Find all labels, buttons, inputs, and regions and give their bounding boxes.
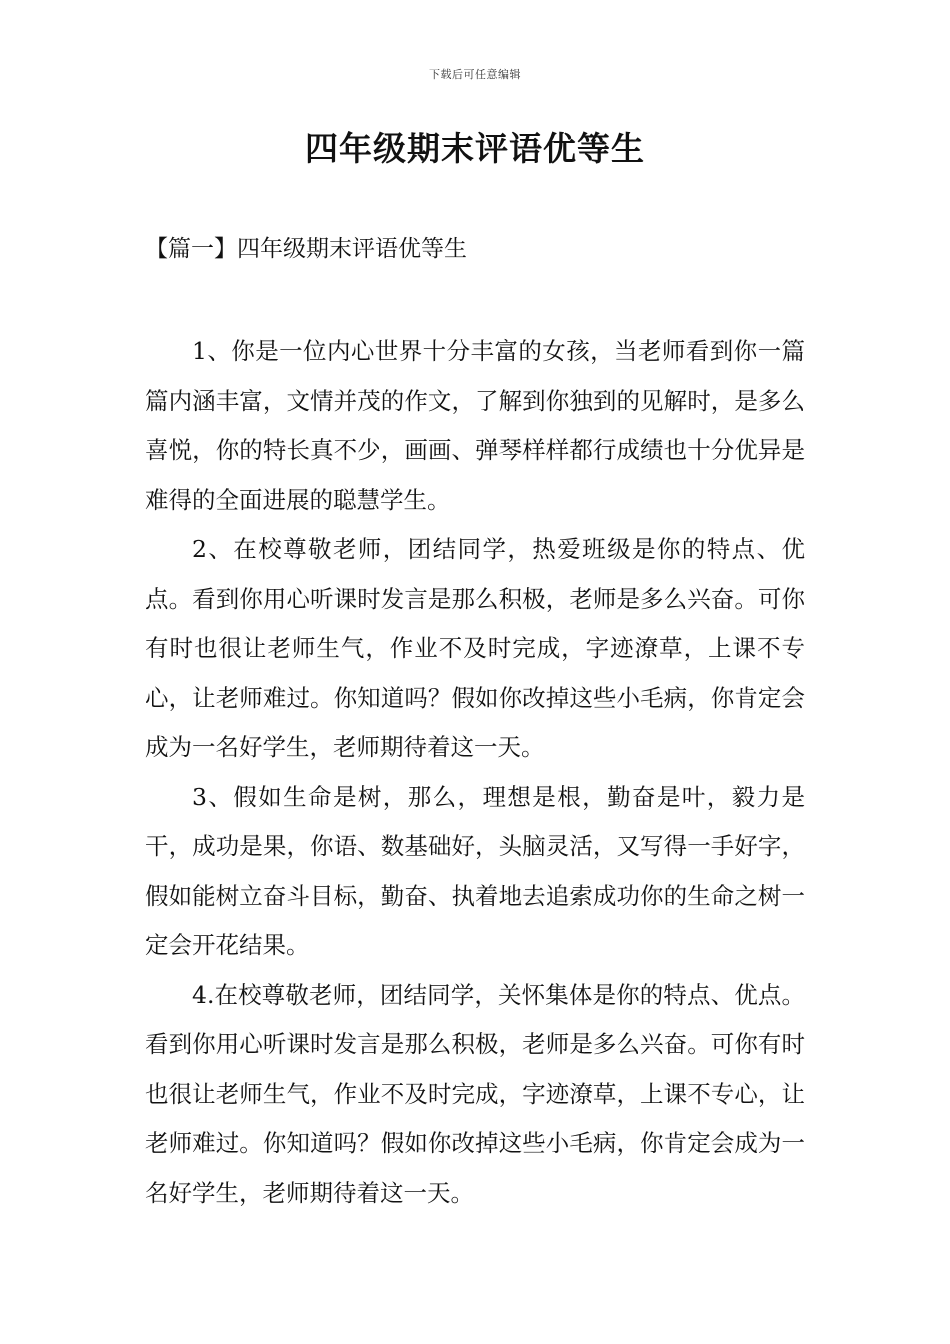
download-note: 下载后可任意编辑 <box>429 68 521 81</box>
document-body <box>145 327 805 1218</box>
section-heading: 【篇一】四年级期末评语优等生 <box>145 236 467 262</box>
comment-paragraph-2: 2、在校尊敬老师，团结同学，热爱班级是你的特点、优点。看到你用心听课时发言是那么积极，老师是多么兴奋。可你有时也很让老师生气，作业不及时完成，字迹潦草，上课不专心，让老师难过。你知道吗？假如你改掉这些小毛病，你肯定会成为一名好学生，老师期待着这一天。 <box>145 535 805 761</box>
comment-paragraph-3: 3、假如生命是树，那么，理想是根，勤奋是叶，毅力是干，成功是果，你语、数基础好，头脑灵活，又写得一手好字，假如能树立奋斗目标，勤奋、执着地去追索成功你的生命之树一定会开花结果。 <box>145 782 805 959</box>
comment-paragraph-4: 4.在校尊敬老师，团结同学，关怀集体是你的特点、优点。看到你用心听课时发言是那么积极，老师是多么兴奋。可你有时也很让老师生气，作业不及时完成，字迹潦草，上课不专心，让老师难过。你知道吗？假如你改掉这些小毛病，你肯定会成为一名好学生，老师期待着这一天。 <box>145 980 805 1207</box>
document-title: 四年级期末评语优等生 <box>305 129 645 168</box>
comment-paragraph-1: 1、你是一位内心世界十分丰富的女孩，当老师看到你一篇篇内涵丰富，文情并茂的作文，了解到你独到的见解时，是多么喜悦，你的特长真不少，画画、弹琴样样都行成绩也十分优异是难得的全面进展的聪慧学生。 <box>145 337 805 514</box>
